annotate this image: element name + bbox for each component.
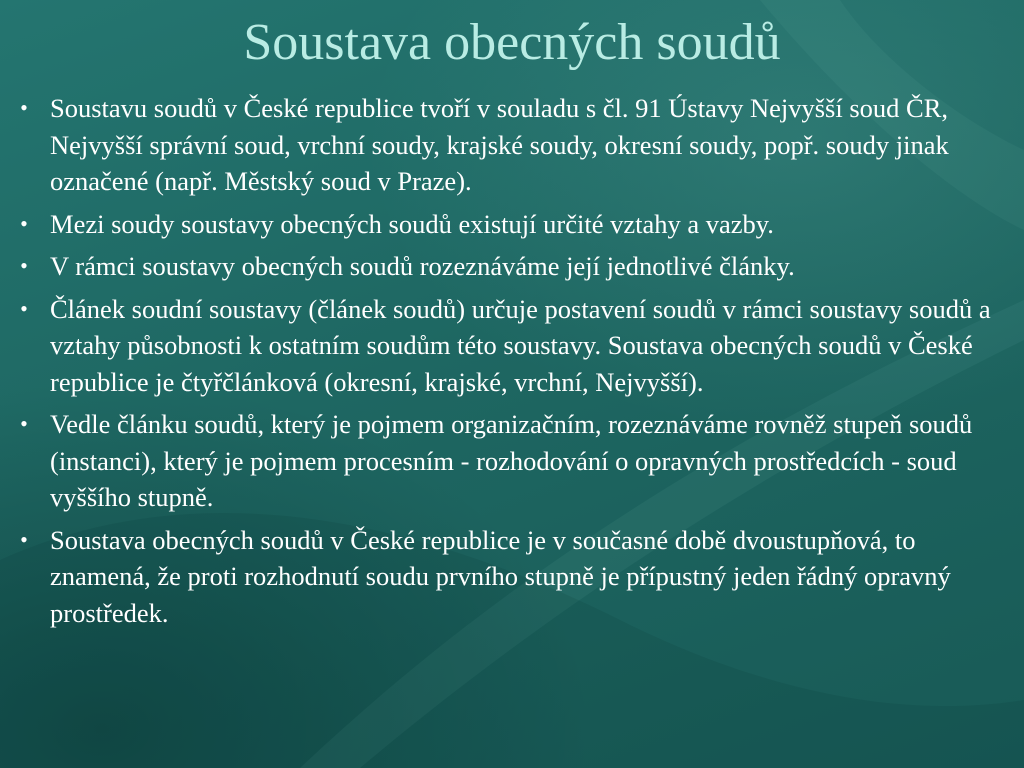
bullet-item [14,406,1009,516]
bullet-text: Mezi soudy soustavy obecných soudů existují určité vztahy a vazby. [50,208,774,239]
bullet-item [14,90,1009,200]
bullet-icon: • [20,95,28,120]
bullet-item [14,522,1009,632]
bullet-text: Soustava obecných soudů v České republice je v současné době dvoustupňová, to znamená, že proti rozhodnutí soudu prvního stupně je přípustný jeden řádný opravný prostředek. [50,524,951,628]
bullet-text: V rámci soustavy obecných soudů rozeznáváme její jednotlivé články. [50,251,795,281]
bullet-item [14,248,1009,285]
slide-title: Soustava obecných soudů [243,14,781,71]
bullet-text: Vedle článku soudů, který je pojmem organizačním, rozeznáváme rovněž stupeň soudů (instanci), který je pojmem procesním - rozhodování o opravných prostředcích - soud vyššího stupně. [50,409,973,512]
bullet-item [14,206,1009,243]
bullet-icon: • [20,526,28,552]
bullet-icon: • [20,411,28,436]
bullet-text: Článek soudní soustavy (článek soudů) určuje postavení soudů v rámci soustavy soudů a vztahy působnosti k ostatním soudům této soustavy. Soustava obecných soudů v České republice je čtyřčlánková (okresní, krajské, vrchní, Nejvyšší). [50,293,991,397]
bullet-list [14,90,1009,637]
bullet-text: Soustavu soudů v České republice tvoří v souladu s čl. 91 Ústavy Nejvyšší soud ČR, Nejvyšší správní soud, vrchní soudy, krajské soudy, okresní soudy, popř. soudy jinak označené (např. Městský soud v Praze). [50,93,949,196]
bullet-icon: • [20,253,28,278]
bullet-item [14,291,1009,401]
bullet-icon: • [20,210,28,236]
bullet-icon: • [20,295,28,321]
